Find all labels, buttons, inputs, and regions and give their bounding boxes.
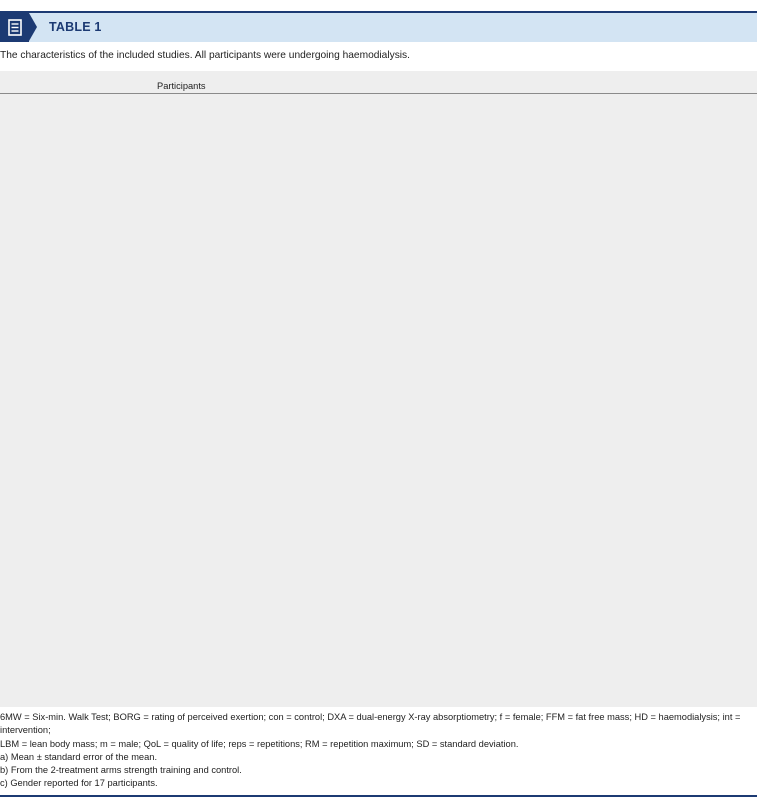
- participants-subrule: [0, 93, 757, 94]
- footnote-a: a) Mean ± standard error of the mean.: [0, 751, 158, 762]
- footnote-abbreviations-1: 6MW = Six-min. Walk Test; BORG = rating of perceived exertion; con = control; DXA = dual-energy X-ray absorptiometry; f = female; FFM = fat free mass; HD = haemodialysis; int = intervention;: [0, 712, 741, 736]
- participants-group-header: Participants: [157, 81, 206, 91]
- header-notch: [29, 13, 37, 41]
- table-panel: [0, 71, 757, 707]
- footnote-abbreviations-2: LBM = lean body mass; m = male; QoL = quality of life; reps = repetitions; RM = repetition maximum; SD = standard deviation.: [0, 738, 519, 749]
- document-list-icon: [0, 13, 29, 42]
- bottom-rule: [0, 795, 757, 797]
- footnotes: [0, 711, 757, 791]
- footnote-b: b) From the 2-treatment arms strength training and control.: [0, 765, 242, 776]
- table-title: TABLE 1: [49, 20, 102, 34]
- table-caption: The characteristics of the included studies. All participants were undergoing haemodialysis.: [0, 50, 410, 61]
- table-header-bar: [0, 13, 757, 42]
- footnote-c: c) Gender reported for 17 participants.: [0, 778, 158, 789]
